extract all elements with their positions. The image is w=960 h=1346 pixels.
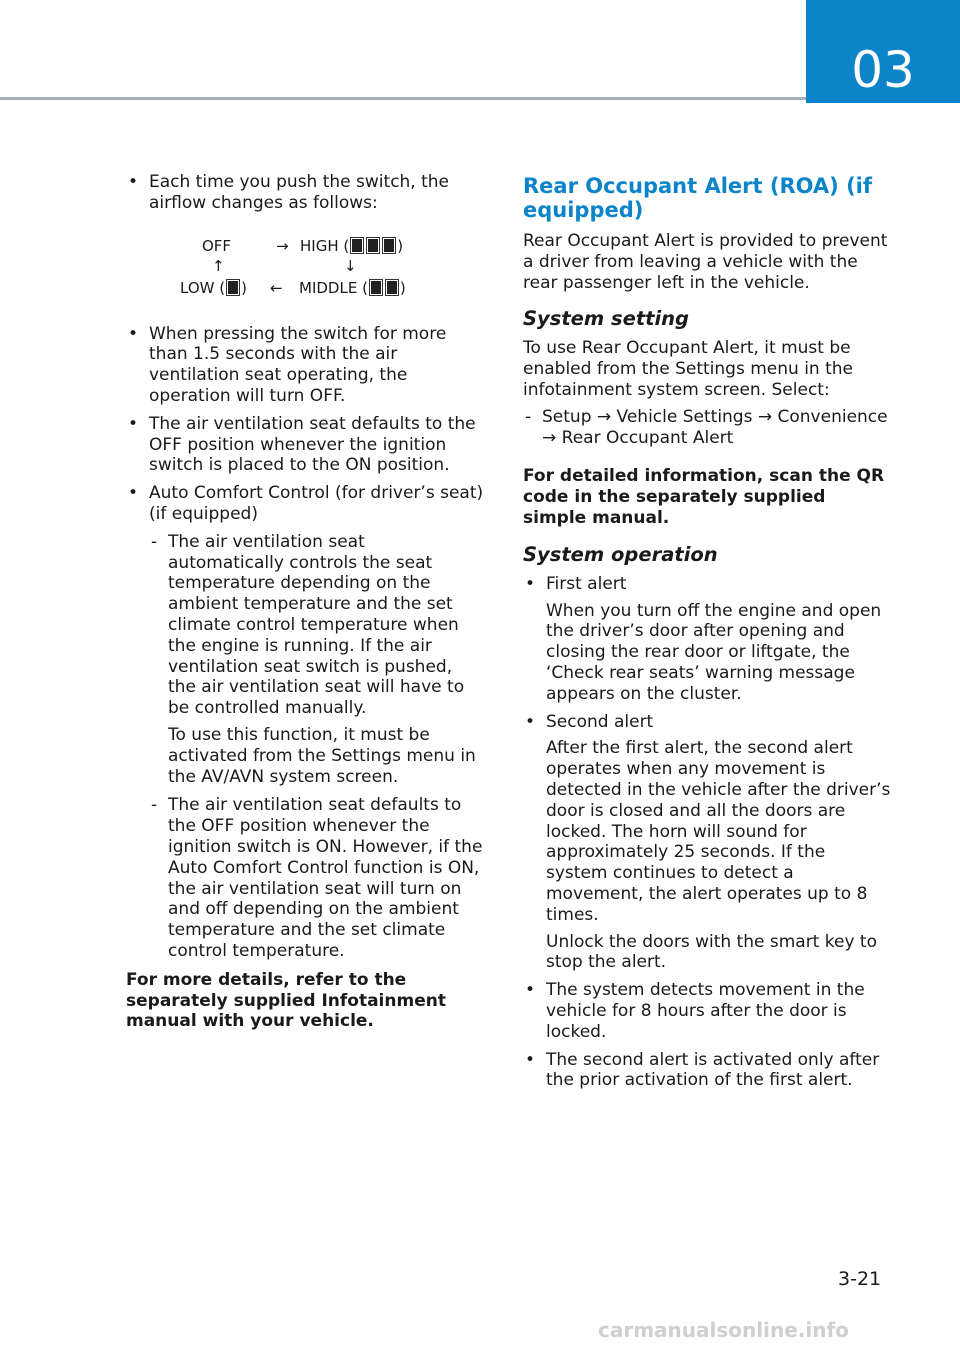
arrow-left-icon: ← — [270, 278, 283, 297]
flow-low: LOW ( ) — [180, 278, 247, 297]
system-operation-heading: System operation — [523, 542, 718, 566]
fan-level-icon — [386, 280, 398, 295]
roa-intro: Rear Occupant Alert is provided to prevent a driver from leaving a vehicle with the rear passenger left in the vehicle. — [523, 231, 888, 293]
flow-middle: MIDDLE ( ) — [299, 278, 406, 297]
watermark: carmanualsonline.info — [598, 1318, 849, 1342]
header-rule — [0, 97, 806, 100]
fan-level-icon — [383, 238, 395, 253]
airflow-diagram — [126, 236, 484, 310]
bullet-detect-movement: • The system detects movement in the vehicle for 8 hours after the door is locked. — [523, 980, 891, 1042]
second-alert-note: Unlock the doors with the smart key to stop the alert. — [546, 931, 877, 973]
first-alert-text: When you turn off the engine and open the driver’s door after opening and closing the rear door or liftgate, the ‘Check rear seats’ warning message appears on the cluster. — [546, 600, 882, 704]
first-alert: • First alert When you turn off the engine and open the driver’s door after opening and closing the rear door or liftgate, the ‘Check rear seats’ warning message appears on the cluster. — [523, 574, 891, 705]
second-alert-text: After the first alert, the second alert operates when any movement is detected in the vehicle after the driver’s door is closed and all the doors are locked. The horn will sound for approximately 25 seconds. If the system continues to detect a movement, the alert operates up to 8 times. — [546, 738, 891, 925]
bullet-second-alert-condition: • The second alert is activated only after the prior activation of the first alert. — [523, 1050, 891, 1092]
dash-default-off: - The air ventilation seat defaults to the OFF position whenever the ignition switch is ON. However, if the Auto Comfort Control function is ON, the air ventilation seat will turn on and off depending on the ambient temperature and the set climate control temperature. — [149, 795, 484, 961]
flow-off: OFF — [202, 236, 232, 255]
section-title: Rear Occupant Alert (ROA) (if equipped) — [523, 174, 873, 222]
bullet-auto-comfort: • Auto Comfort Control (for driver’s seat) (if equipped) — [126, 483, 484, 525]
left-column — [126, 172, 484, 1032]
fan-level-icon — [351, 238, 363, 253]
second-alert: • Second alert After the first alert, the second alert operates when any movement is detected in the vehicle after the driver’s door is closed and all the doors are locked. The horn will sound for approximately 25 seconds. If the system continues to detect a movement, the alert operates up to 8 times. Unlock the doors with the smart key to stop the alert. — [523, 712, 891, 974]
system-setting-text: To use Rear Occupant Alert, it must be enabled from the Settings menu in the infotainment system screen. Select: — [523, 338, 853, 400]
system-setting-heading: System setting — [523, 307, 690, 331]
bullet-default: • The air ventilation seat defaults to the OFF position whenever the ignition switch is placed to the ON position. — [126, 414, 484, 476]
arrow-down-icon: ↓ — [344, 256, 357, 275]
arrow-right-icon: → — [276, 236, 289, 255]
right-column — [523, 172, 891, 1098]
fan-level-icon — [227, 280, 239, 295]
infotainment-note: For more details, refer to the separately supplied Infotainment manual with your vehicle. — [126, 969, 446, 1032]
dash-auto-control-note: To use this function, it must be activated from the Settings menu in the AV/AVN system screen. — [168, 724, 476, 787]
settings-path: - Setup → Vehicle Settings → Convenience → Rear Occupant Alert — [523, 407, 891, 449]
bullet-press: • When pressing the switch for more than 1.5 seconds with the air ventilation seat operating, the operation will turn OFF. — [126, 324, 484, 407]
arrow-up-icon: ↑ — [212, 256, 225, 275]
chapter-tab: 03 — [806, 0, 960, 103]
fan-level-icon — [367, 238, 379, 253]
dash-auto-control: - The air ventilation seat automatically controls the seat temperature depending on the ambient temperature and the set climate control temperature when the engine is running. If the air ventilation seat switch is pushed, the air ventilation seat will have to be controlled manually. To use this function, it must be activated from the Settings menu in the AV/AVN system screen. — [149, 532, 484, 788]
bullet-airflow: • Each time you push the switch, the airflow changes as follows: — [126, 172, 484, 214]
qr-note: For detailed information, scan the QR code in the separately supplied simple manual. — [523, 466, 885, 528]
flow-high: HIGH ( ) — [300, 236, 404, 255]
page-number: 3-21 — [838, 1268, 882, 1290]
fan-level-icon — [370, 280, 382, 295]
